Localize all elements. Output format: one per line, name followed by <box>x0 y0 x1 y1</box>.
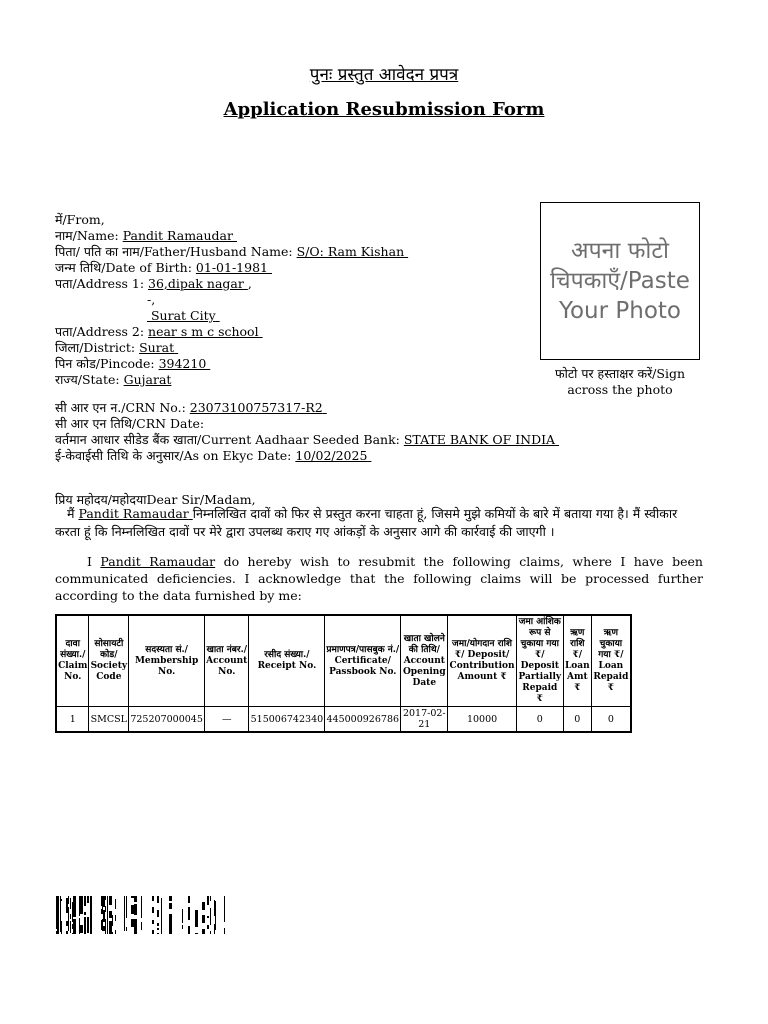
cell-claim-no: 1 <box>56 707 89 733</box>
col-loan-repaid: ऋण चुकाया गया ₹/ Loan Repaid ₹ <box>591 615 631 707</box>
address2-value: near s m c school <box>148 324 259 339</box>
col-claim-no: दावा संख्या./ Claim No. <box>56 615 89 707</box>
pincode-value: 394210 <box>158 356 207 371</box>
cell-receipt-no: 515006742340 <box>249 707 325 733</box>
claims-table <box>55 614 632 733</box>
dob-line: जन्म तिथि/Date of Birth: 01-01-1981 <box>55 260 268 275</box>
state-line: राज्य/State: Gujarat <box>55 372 172 387</box>
english-paragraph: I Pandit Ramaudar do hereby wish to resubmit the following claims, where I have been communicated deficiencies. I acknowledge that the following claims will be processed further according to the data furnished by me: <box>55 554 703 603</box>
dob-value: 01-01-1981 <box>195 260 268 275</box>
table-header-row <box>56 615 631 707</box>
pincode-line: पिन कोड/Pincode: 394210 <box>55 356 207 371</box>
col-opening-date: खाता खोलने की तिथि/ Account Opening Date <box>401 615 448 707</box>
cell-partially-repaid: 0 <box>516 707 563 733</box>
crn-block <box>55 400 559 464</box>
col-loan-amt: ऋण राशि ₹/ Loan Amt ₹ <box>563 615 591 707</box>
father-name: S/O: Ram Kishan <box>296 244 405 259</box>
crn-date-line: सी आर एन तिथि/CRN Date: <box>55 416 205 431</box>
photo-caption: फोटो पर हस्ताक्षर करें/Sign across the photo <box>554 366 686 397</box>
bank-line: वर्तमान आधार सीडेड बैंक खाता/Current Aadhaar Seeded Bank: STATE BANK OF INDIA <box>55 432 556 447</box>
address1-value: 36,dipak nagar <box>148 276 244 291</box>
cell-membership-no: 725207000045 <box>129 707 205 733</box>
cell-certificate-no: 445000926786 <box>325 707 401 733</box>
cell-society-code: SMCSL <box>89 707 129 733</box>
ekyc-date: 10/02/2025 <box>295 448 368 463</box>
name-line: नाम/Name: Pandit Ramaudar <box>55 228 233 243</box>
col-society-code: सोसायटी कोड/ Society Code <box>89 615 129 707</box>
col-partially-repaid: जमा आंशिक रूप से चुकाया गया ₹/ Deposit Partially Repaid ₹ <box>516 615 563 707</box>
page-title: Application Resubmission Form <box>223 99 545 120</box>
crn-no: 23073100757317-R2 <box>189 400 323 415</box>
state-value: Gujarat <box>123 372 172 387</box>
col-account-no: खाता नंबर./ Account No. <box>205 615 249 707</box>
cell-account-no: — <box>205 707 249 733</box>
col-membership-no: सदस्यता सं./ Membership No. <box>129 615 205 707</box>
col-certificate-no: प्रमाणपत्र/पासबुक नं./ Certificate/ Passbook No. <box>325 615 401 707</box>
table-row <box>56 707 631 733</box>
cell-loan-amt: 0 <box>563 707 591 733</box>
address1-line2: -, <box>147 292 156 307</box>
col-receipt-no: रसीद संख्या./ Receipt No. <box>249 615 325 707</box>
hindi-title: पुनः प्रस्तुत आवेदन प्रपत्र <box>309 65 459 85</box>
address1-line3: Surat City <box>150 308 216 323</box>
cell-deposit-amount: 10000 <box>448 707 516 733</box>
address2-line: पता/Address 2: near s m c school <box>55 324 259 339</box>
bank-value: STATE BANK OF INDIA <box>403 432 556 447</box>
district-line: जिला/District: Surat <box>55 340 175 355</box>
address1-line: पता/Address 1: 36,dipak nagar , <box>55 276 252 291</box>
crn-no-line: सी आर एन न./CRN No.: 23073100757317-R2 <box>55 400 323 415</box>
from-label: में/From, <box>55 212 105 227</box>
photo-placeholder: अपना फोटो चिपकाएँ/Paste Your Photo <box>540 202 700 360</box>
col-deposit-amount: जमा/योगदान राशि ₹/ Deposit/ Contribution Amount ₹ <box>448 615 516 707</box>
ekyc-line: ई-केवाईसी तिथि के अनुसार/As on Ekyc Date: 10/02/2025 <box>55 448 368 463</box>
district-value: Surat <box>139 340 175 355</box>
father-line: पिता/ पति का नाम/Father/Husband Name: S/O: Ram Kishan <box>55 244 405 259</box>
salutation: प्रिय महोदय/महोदयाDear Sir/Madam, <box>55 492 256 507</box>
applicant-address-block <box>55 212 408 388</box>
cell-loan-repaid: 0 <box>591 707 631 733</box>
cell-opening-date: 2017-02-21 <box>401 707 448 733</box>
barcode-icon <box>55 896 225 934</box>
applicant-name: Pandit Ramaudar <box>122 228 233 243</box>
hindi-paragraph: मैं Pandit Ramaudar निम्नलिखित दावों को फिर से प्रस्तुत करना चाहता हूं, जिसमे मुझे कमियों के बारे में बताया गया है। मैं स्वीकार करता हूं कि निम्नलिखित दावों पर मेरे द्वारा उपलब्ध कराए गए आंकड़ों के अनुसार आगे की कार्रवाई की जाएगी । <box>55 506 678 539</box>
